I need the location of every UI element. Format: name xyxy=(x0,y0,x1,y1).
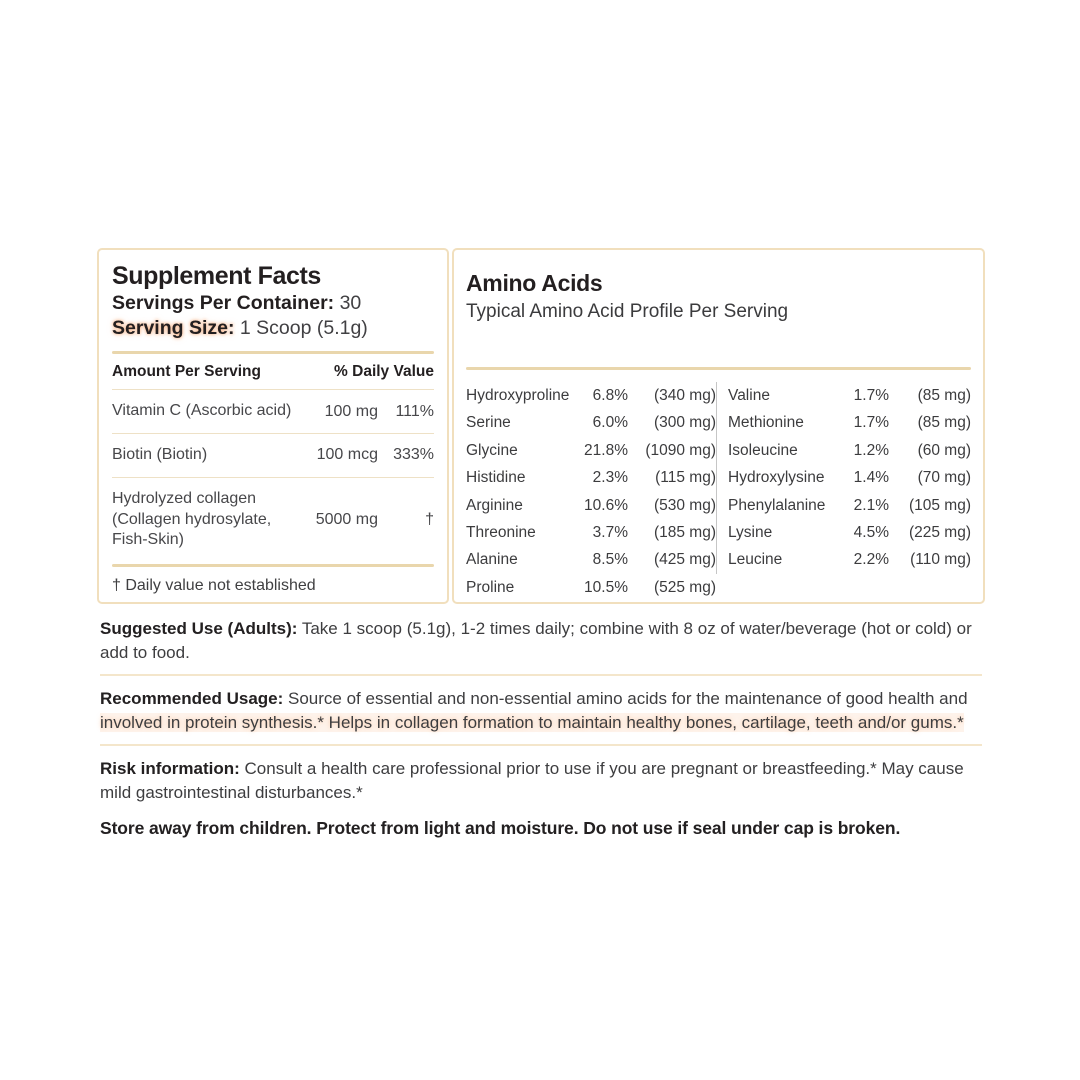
table-row xyxy=(466,437,716,464)
amino-acids-panel xyxy=(452,248,985,604)
table-row xyxy=(728,519,971,546)
supplement-facts-title: Supplement Facts xyxy=(112,262,321,290)
info-sections xyxy=(100,617,982,841)
amino-mg: (60 mg) xyxy=(917,441,971,459)
amino-name: Threonine xyxy=(466,524,536,542)
amino-name: Hydroxyproline xyxy=(466,387,570,404)
amino-percent: 10.5% xyxy=(584,578,628,596)
amino-percent: 1.7% xyxy=(853,414,889,432)
amino-name: Histidine xyxy=(466,469,526,487)
amino-percent: 8.5% xyxy=(592,551,628,569)
amino-name: Glycine xyxy=(466,441,518,459)
table-row xyxy=(112,389,434,433)
amino-mg: (525 mg) xyxy=(653,578,716,596)
nutrient-name-line: Hydrolyzed collagen xyxy=(112,489,257,507)
table-row xyxy=(466,492,716,519)
amino-mg: (85 mg) xyxy=(917,387,971,404)
amino-name: Phenylalanine xyxy=(728,496,826,514)
risk-information-label: Risk information: xyxy=(100,759,240,778)
table-row xyxy=(728,464,971,491)
table-row xyxy=(728,546,971,573)
nutrient-name-line: (Collagen hydrosylate, xyxy=(112,510,272,528)
suggested-use-paragraph xyxy=(100,617,982,664)
nutrient-name: Biotin (Biotin) xyxy=(112,446,208,464)
divider xyxy=(100,674,982,676)
recommended-usage-paragraph xyxy=(100,687,982,734)
amino-name: Hydroxylysine xyxy=(728,469,825,487)
nutrient-name xyxy=(112,489,292,551)
table-row xyxy=(466,546,716,573)
amino-acids-left-column xyxy=(466,382,716,601)
supplement-facts-column-headers xyxy=(112,354,434,389)
amino-mg: (530 mg) xyxy=(653,496,716,514)
amino-percent: 1.7% xyxy=(853,387,889,404)
servings-per-container-label: Servings Per Container: xyxy=(112,291,335,314)
amount-per-serving-header: Amount Per Serving xyxy=(112,363,261,381)
amino-name: Leucine xyxy=(728,551,783,569)
amino-acids-table xyxy=(466,382,971,601)
amino-name: Methionine xyxy=(728,414,804,432)
amino-percent: 1.4% xyxy=(853,469,889,487)
recommended-usage-text: Source of essential and non-essential amino acids for the maintenance of good health and xyxy=(288,689,968,708)
divider xyxy=(466,367,971,370)
amino-mg: (185 mg) xyxy=(653,524,716,542)
amino-mg: (425 mg) xyxy=(653,551,716,569)
amino-name: Arginine xyxy=(466,496,523,514)
amino-acids-subtitle: Typical Amino Acid Profile Per Serving xyxy=(466,301,789,322)
amino-mg: (70 mg) xyxy=(917,469,971,487)
serving-size-value: 1 Scoop (5.1g) xyxy=(239,317,368,340)
nutrient-name: Vitamin C (Ascorbic acid) xyxy=(112,402,292,420)
amino-mg: (300 mg) xyxy=(653,414,716,432)
amino-percent: 2.3% xyxy=(592,469,628,487)
servings-per-container-value: 30 xyxy=(339,291,362,314)
amino-mg: (85 mg) xyxy=(917,414,971,432)
serving-size-line xyxy=(112,316,434,342)
table-row xyxy=(728,437,971,464)
daily-value-header: % Daily Value xyxy=(334,363,434,381)
suggested-use-label: Suggested Use (Adults): xyxy=(100,619,298,638)
amino-name: Proline xyxy=(466,578,515,596)
supplement-facts-panel xyxy=(97,248,449,604)
servings-per-container-line xyxy=(112,291,434,317)
divider xyxy=(100,744,982,746)
amino-mg: (1090 mg) xyxy=(645,441,716,459)
table-row xyxy=(728,409,971,436)
recommended-usage-label: Recommended Usage: xyxy=(100,689,284,708)
nutrient-amount: 100 mcg xyxy=(316,446,378,464)
amino-acids-title: Amino Acids xyxy=(466,270,603,296)
daily-value-footnote: † Daily value not established xyxy=(112,576,316,594)
risk-information-paragraph xyxy=(100,757,982,804)
amino-acids-header xyxy=(466,270,971,358)
nutrient-daily-value: 333% xyxy=(393,446,434,464)
storage-warning: Store away from children. Protect from light and moisture. Do not use if seal under cap is broken. xyxy=(100,818,901,838)
amino-mg: (225 mg) xyxy=(908,524,971,542)
suggested-use-text: Take 1 scoop (5.1g), 1-2 times daily; combine with 8 oz of water/beverage (hot or cold) or add to food. xyxy=(100,619,972,662)
serving-size-label: Serving Size: xyxy=(112,317,235,340)
recommended-usage-text-highlighted: involved in protein synthesis.* Helps in collagen formation to maintain healthy bones, cartilage, teeth and/or gums.* xyxy=(100,712,964,732)
table-row xyxy=(466,464,716,491)
table-row xyxy=(112,477,434,562)
amino-percent: 21.8% xyxy=(584,441,628,459)
table-row xyxy=(466,574,716,601)
nutrient-amount: 5000 mg xyxy=(315,511,378,528)
nutrient-amount: 100 mg xyxy=(324,402,378,420)
table-row xyxy=(466,519,716,546)
amino-name: Valine xyxy=(728,387,770,404)
amino-name: Alanine xyxy=(466,551,518,569)
table-row xyxy=(728,382,971,409)
nutrient-daily-value: 111% xyxy=(395,402,434,420)
amino-mg: (340 mg) xyxy=(653,387,716,404)
amino-mg: (105 mg) xyxy=(908,496,971,514)
table-row xyxy=(466,382,716,409)
nutrient-daily-value: † xyxy=(425,511,434,528)
amino-percent: 1.2% xyxy=(853,441,889,459)
amino-mg: (110 mg) xyxy=(910,551,971,569)
amino-name: Isoleucine xyxy=(728,441,798,459)
amino-percent: 3.7% xyxy=(592,524,628,542)
amino-name: Serine xyxy=(466,414,511,432)
nutrient-name-line: Fish-Skin) xyxy=(112,531,185,549)
amino-acids-right-column xyxy=(716,382,971,574)
table-row xyxy=(112,433,434,477)
amino-percent: 10.6% xyxy=(584,496,628,514)
table-row xyxy=(728,492,971,519)
amino-mg: (115 mg) xyxy=(655,469,716,487)
amino-name: Lysine xyxy=(728,524,773,542)
amino-percent: 2.1% xyxy=(853,496,889,514)
amino-percent: 6.8% xyxy=(592,387,628,404)
table-row xyxy=(466,409,716,436)
risk-information-text: Consult a health care professional prior to use if you are pregnant or breastfeeding.* May cause mild gastrointestinal disturbances.* xyxy=(100,759,964,802)
amino-percent: 2.2% xyxy=(853,551,889,569)
amino-percent: 4.5% xyxy=(853,524,889,542)
amino-percent: 6.0% xyxy=(592,414,628,432)
